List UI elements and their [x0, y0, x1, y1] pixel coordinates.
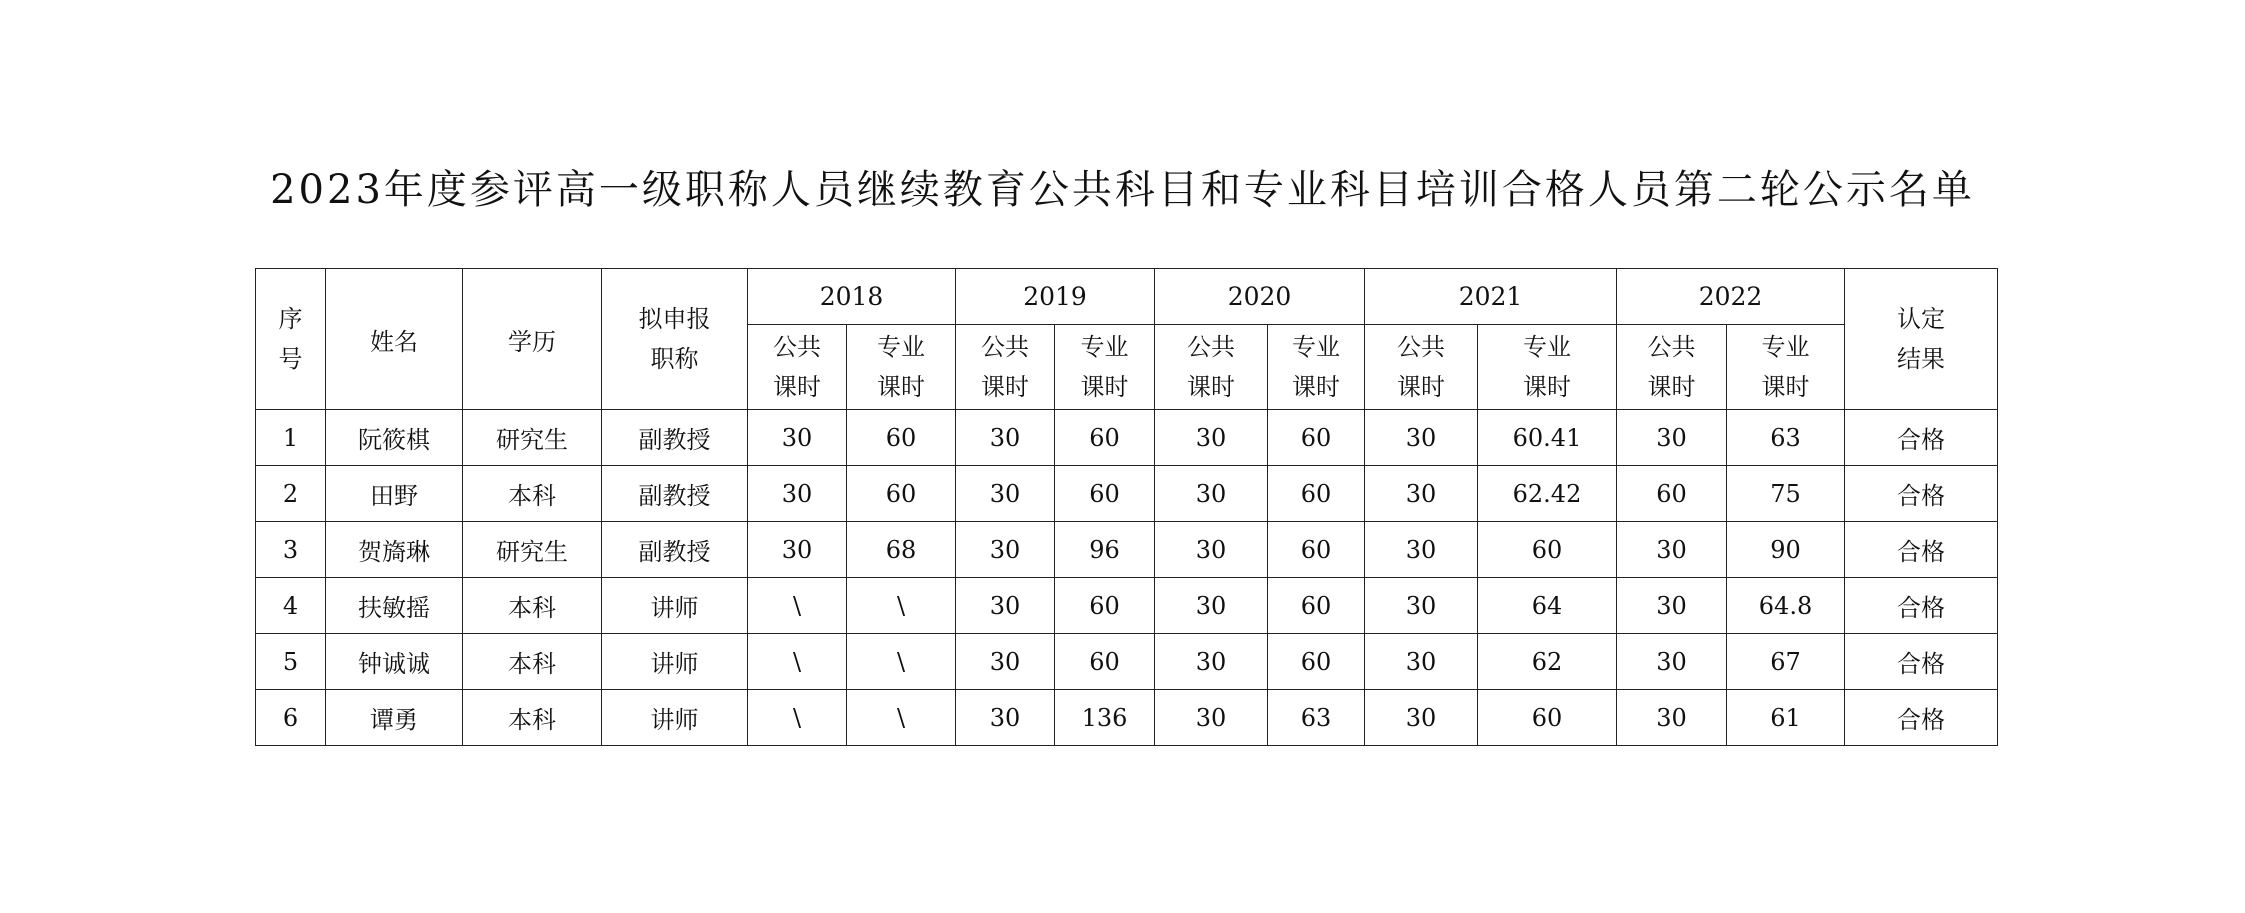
cell-education: 研究生 — [463, 522, 602, 578]
cell-public-hours-2020: 30 — [1155, 578, 1268, 634]
cell-result: 合格 — [1845, 634, 1998, 690]
cell-public-hours-2021: 30 — [1365, 522, 1478, 578]
cell-index: 4 — [256, 578, 326, 634]
cell-public-hours-2019: 30 — [956, 522, 1055, 578]
header-year-2020: 2020 — [1155, 269, 1365, 325]
cell-public-hours-2021: 30 — [1365, 690, 1478, 746]
cell-professional-hours-2022: 61 — [1727, 690, 1845, 746]
cell-index: 5 — [256, 634, 326, 690]
cell-name: 扶敏摇 — [326, 578, 463, 634]
cell-professional-hours-2022: 75 — [1727, 466, 1845, 522]
subheader-professional-hours-2022: 专业 课时 — [1727, 325, 1845, 410]
table-row — [256, 634, 1998, 690]
cell-public-hours-2021: 30 — [1365, 410, 1478, 466]
cell-result: 合格 — [1845, 466, 1998, 522]
cell-professional-hours-2020: 60 — [1268, 578, 1365, 634]
cell-professional-hours-2022: 64.8 — [1727, 578, 1845, 634]
cell-public-hours-2020: 30 — [1155, 466, 1268, 522]
cell-public-hours-2022: 30 — [1617, 522, 1727, 578]
cell-index: 6 — [256, 690, 326, 746]
cell-index: 3 — [256, 522, 326, 578]
cell-public-hours-2020: 30 — [1155, 690, 1268, 746]
header-year-2021: 2021 — [1365, 269, 1617, 325]
page-title: 2023年度参评高一级职称人员继续教育公共科目和专业科目培训合格人员第二轮公示名单 — [270, 167, 1975, 213]
cell-name: 贺旖琳 — [326, 522, 463, 578]
cell-public-hours-2019: 30 — [956, 690, 1055, 746]
cell-public-hours-2018: 30 — [748, 410, 847, 466]
subheader-professional-hours-2019: 专业 课时 — [1055, 325, 1155, 410]
cell-public-hours-2021: 30 — [1365, 578, 1478, 634]
cell-public-hours-2018: 30 — [748, 466, 847, 522]
header-result: 认定 结果 — [1845, 269, 1998, 410]
cell-public-hours-2022: 30 — [1617, 634, 1727, 690]
cell-professional-hours-2018: \ — [847, 578, 956, 634]
cell-professional-hours-2020: 60 — [1268, 634, 1365, 690]
cell-professional-hours-2022: 90 — [1727, 522, 1845, 578]
cell-education: 研究生 — [463, 410, 602, 466]
cell-professional-hours-2019: 60 — [1055, 466, 1155, 522]
cell-professional-hours-2019: 60 — [1055, 578, 1155, 634]
cell-public-hours-2019: 30 — [956, 466, 1055, 522]
cell-professional-hours-2019: 96 — [1055, 522, 1155, 578]
cell-professional-hours-2020: 60 — [1268, 466, 1365, 522]
subheader-public-hours-2020: 公共 课时 — [1155, 325, 1268, 410]
cell-professional-hours-2018: \ — [847, 690, 956, 746]
cell-public-hours-2019: 30 — [956, 578, 1055, 634]
subheader-public-hours-2021: 公共 课时 — [1365, 325, 1478, 410]
subheader-public-hours-2018: 公共 课时 — [748, 325, 847, 410]
cell-public-hours-2021: 30 — [1365, 466, 1478, 522]
cell-professional-hours-2020: 60 — [1268, 410, 1365, 466]
header-year-2019: 2019 — [956, 269, 1155, 325]
cell-professional-hours-2018: \ — [847, 634, 956, 690]
cell-public-hours-2022: 30 — [1617, 578, 1727, 634]
cell-index: 1 — [256, 410, 326, 466]
header-index: 序 号 — [256, 269, 326, 410]
cell-professional-hours-2022: 67 — [1727, 634, 1845, 690]
cell-public-hours-2019: 30 — [956, 634, 1055, 690]
cell-professional-hours-2021: 60 — [1478, 690, 1617, 746]
cell-applied-title: 讲师 — [602, 634, 748, 690]
cell-public-hours-2021: 30 — [1365, 634, 1478, 690]
subheader-professional-hours-2020: 专业 课时 — [1268, 325, 1365, 410]
cell-applied-title: 副教授 — [602, 466, 748, 522]
cell-applied-title: 讲师 — [602, 690, 748, 746]
cell-public-hours-2018: \ — [748, 578, 847, 634]
cell-professional-hours-2021: 60 — [1478, 522, 1617, 578]
cell-public-hours-2020: 30 — [1155, 522, 1268, 578]
cell-professional-hours-2018: 68 — [847, 522, 956, 578]
subheader-public-hours-2022: 公共 课时 — [1617, 325, 1727, 410]
table-row — [256, 578, 1998, 634]
header-row-years — [256, 269, 1998, 325]
subheader-public-hours-2019: 公共 课时 — [956, 325, 1055, 410]
cell-professional-hours-2021: 62 — [1478, 634, 1617, 690]
header-education: 学历 — [463, 269, 602, 410]
header-applied-title: 拟申报 职称 — [602, 269, 748, 410]
subheader-professional-hours-2021: 专业 课时 — [1478, 325, 1617, 410]
cell-result: 合格 — [1845, 410, 1998, 466]
header-year-2022: 2022 — [1617, 269, 1845, 325]
cell-professional-hours-2021: 62.42 — [1478, 466, 1617, 522]
table-row — [256, 466, 1998, 522]
cell-name: 田野 — [326, 466, 463, 522]
cell-public-hours-2019: 30 — [956, 410, 1055, 466]
cell-name: 谭勇 — [326, 690, 463, 746]
cell-result: 合格 — [1845, 690, 1998, 746]
cell-professional-hours-2020: 63 — [1268, 690, 1365, 746]
cell-result: 合格 — [1845, 522, 1998, 578]
cell-public-hours-2018: \ — [748, 690, 847, 746]
cell-applied-title: 副教授 — [602, 522, 748, 578]
cell-public-hours-2020: 30 — [1155, 634, 1268, 690]
header-year-2018: 2018 — [748, 269, 956, 325]
cell-professional-hours-2021: 64 — [1478, 578, 1617, 634]
cell-public-hours-2022: 30 — [1617, 690, 1727, 746]
table-row — [256, 522, 1998, 578]
qualified-personnel-table — [255, 268, 1998, 746]
cell-education: 本科 — [463, 690, 602, 746]
cell-professional-hours-2018: 60 — [847, 410, 956, 466]
cell-public-hours-2018: \ — [748, 634, 847, 690]
cell-public-hours-2018: 30 — [748, 522, 847, 578]
cell-index: 2 — [256, 466, 326, 522]
cell-result: 合格 — [1845, 578, 1998, 634]
cell-public-hours-2020: 30 — [1155, 410, 1268, 466]
cell-applied-title: 副教授 — [602, 410, 748, 466]
cell-education: 本科 — [463, 466, 602, 522]
subheader-professional-hours-2018: 专业 课时 — [847, 325, 956, 410]
cell-professional-hours-2019: 136 — [1055, 690, 1155, 746]
cell-education: 本科 — [463, 578, 602, 634]
cell-professional-hours-2020: 60 — [1268, 522, 1365, 578]
cell-professional-hours-2021: 60.41 — [1478, 410, 1617, 466]
cell-applied-title: 讲师 — [602, 578, 748, 634]
header-name: 姓名 — [326, 269, 463, 410]
cell-professional-hours-2019: 60 — [1055, 634, 1155, 690]
cell-public-hours-2022: 30 — [1617, 410, 1727, 466]
cell-public-hours-2022: 60 — [1617, 466, 1727, 522]
cell-professional-hours-2018: 60 — [847, 466, 956, 522]
table-row — [256, 410, 1998, 466]
cell-name: 钟诚诚 — [326, 634, 463, 690]
cell-professional-hours-2019: 60 — [1055, 410, 1155, 466]
cell-professional-hours-2022: 63 — [1727, 410, 1845, 466]
cell-education: 本科 — [463, 634, 602, 690]
table-row — [256, 690, 1998, 746]
cell-name: 阮筱棋 — [326, 410, 463, 466]
